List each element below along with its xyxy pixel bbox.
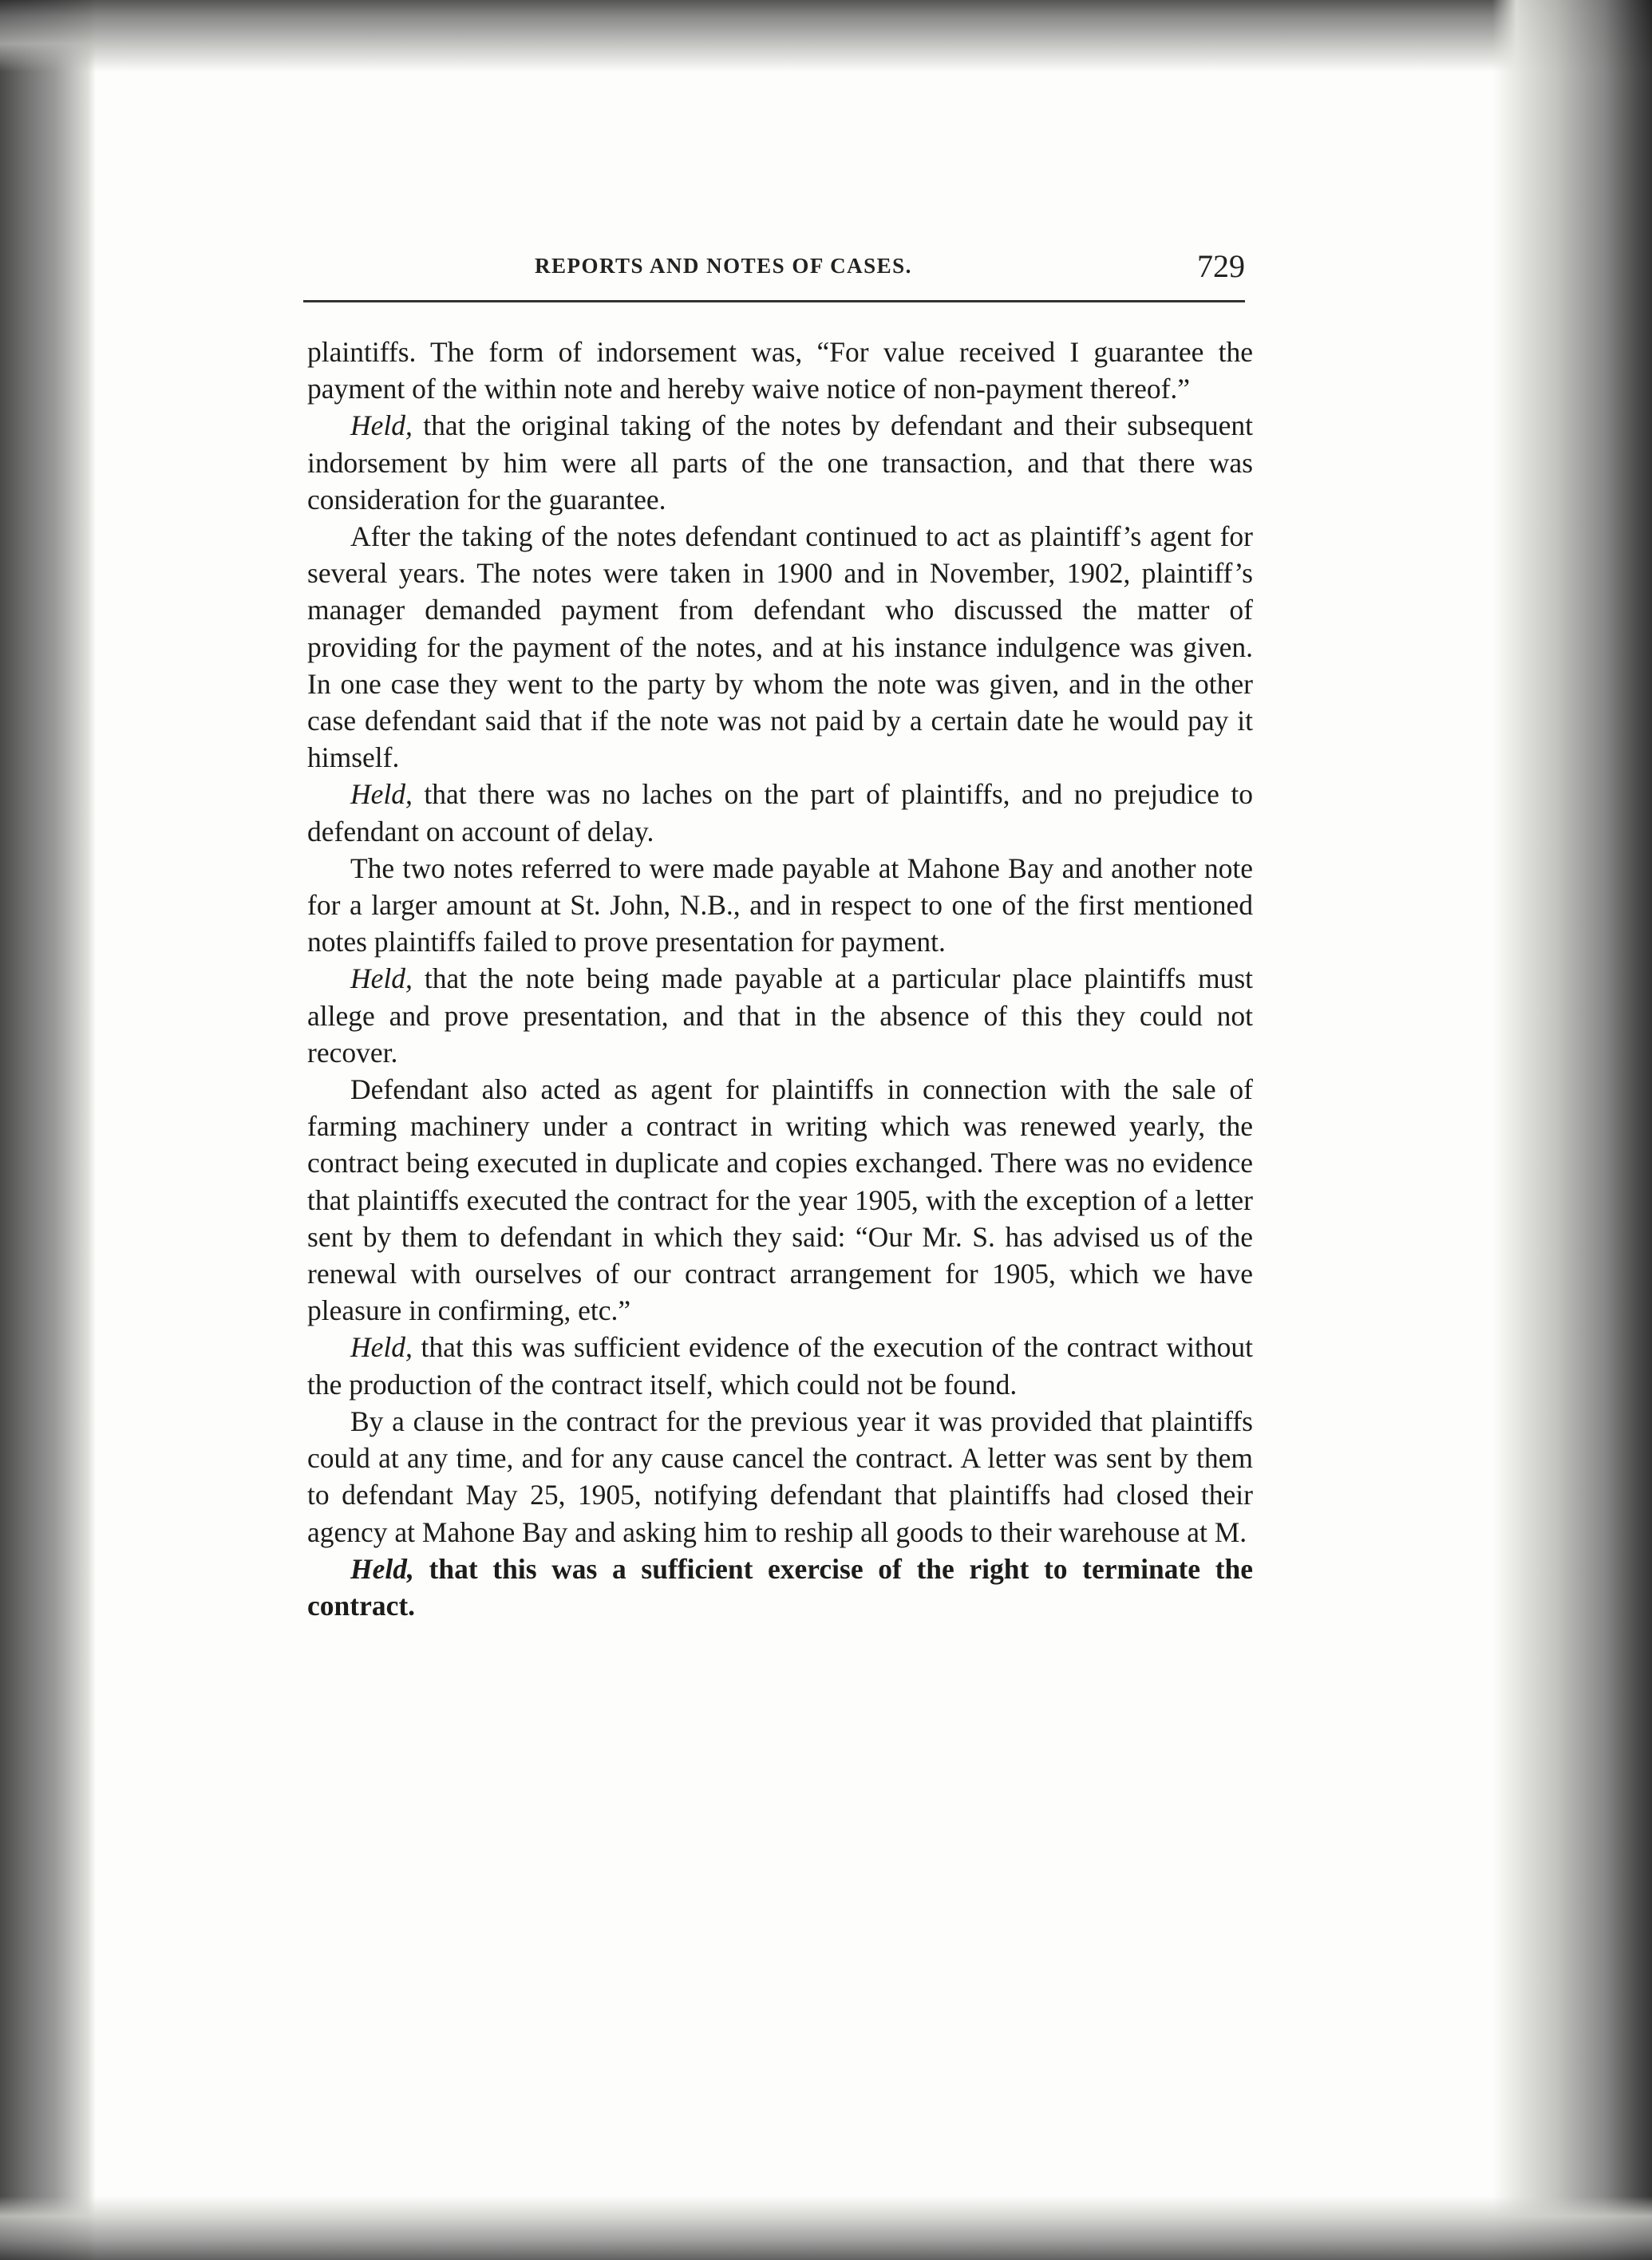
paragraph-text: that the original taking of the notes by defendant and their subsequent indorsement by him were all parts of the one transaction, and that there was consideration for the guarantee. bbox=[307, 409, 1253, 516]
scan-edge-bottom bbox=[0, 2196, 1652, 2260]
scan-edge-top bbox=[0, 0, 1652, 72]
paragraph bbox=[307, 1071, 1253, 1329]
paragraph-held bbox=[307, 407, 1253, 518]
held-lead: Held, bbox=[350, 409, 413, 442]
body-text bbox=[307, 334, 1253, 1624]
held-lead: Held, bbox=[350, 778, 413, 811]
paragraph bbox=[307, 518, 1253, 776]
running-head bbox=[303, 248, 1245, 298]
held-lead: Held, bbox=[350, 962, 413, 995]
scan-edge-right bbox=[1492, 0, 1652, 2260]
paragraph-text: The two notes referred to were made payable at Mahone Bay and another note for a larger amount at St. John, N.B., and in respect to one of the first mentioned notes plaintiffs failed to prove presentation for payment. bbox=[307, 851, 1253, 958]
paragraph-held bbox=[307, 1551, 1253, 1624]
running-title: REPORTS AND NOTES OF CASES. bbox=[535, 254, 912, 278]
paragraph-text: By a clause in the contract for the previous year it was provided that plaintiffs could at any time, and for any cause cancel the contract. A letter was sent by them to defendant May 25, 1905, notifying defendant that plaintiffs had closed their agency at Mahone Bay and asking him to reship all goods to their warehouse at M. bbox=[307, 1405, 1253, 1548]
paragraph-text: Defendant also acted as agent for plaintiffs in connection with the sale of farming machinery under a contract in writing which was renewed yearly, the contract being executed in duplicate and copies exchanged. There was no evidence that plaintiffs executed the contract for the year 1905, with the exception of a letter sent by them to defendant in which they said: “Our Mr. S. has advised us of the renewal with ourselves of our contract arrangement for 1905, which we have pleasure in confirming, etc.” bbox=[307, 1073, 1253, 1327]
paragraph-text: that there was no laches on the part of plaintiffs, and no prejudice to defendant on account of delay. bbox=[307, 778, 1253, 847]
held-lead: Held, bbox=[350, 1331, 413, 1364]
paragraph-held bbox=[307, 1329, 1253, 1402]
paragraph-text: that this was a sufficient exercise of the right to terminate the contract. bbox=[307, 1552, 1253, 1622]
header-rule bbox=[303, 300, 1245, 302]
paragraph-text: that the note being made payable at a particular place plaintiffs must allege and prove presentation, and that in the absence of this they could not recover. bbox=[307, 962, 1253, 1069]
paragraph-text: After the taking of the notes defendant continued to act as plaintiff’s agent for several years. The notes were taken in 1900 and in November, 1902, plaintiff’s manager demanded payment from defendant who discussed the matter of providing for the payment of the notes, and at his instance indulgence was given. In one case they went to the party by whom the note was given, and in the other case defendant said that if the note was not paid by a certain date he would pay it himself. bbox=[307, 520, 1253, 774]
paragraph bbox=[307, 850, 1253, 961]
paragraph-held bbox=[307, 960, 1253, 1071]
held-lead: Held, bbox=[350, 1552, 414, 1585]
paragraph-held bbox=[307, 776, 1253, 849]
paragraph bbox=[307, 334, 1253, 407]
page-number: 729 bbox=[1197, 248, 1245, 284]
paragraph-text: plaintiffs. The form of indorsement was, “For value received I guarantee the payment of the within note and hereby waive notice of non-payment thereof.” bbox=[307, 336, 1253, 405]
paragraph bbox=[307, 1403, 1253, 1551]
paragraph-text: that this was sufficient evidence of the execution of the contract without the production of the contract itself, which could not be found. bbox=[307, 1331, 1253, 1401]
binding-shadow-left bbox=[0, 0, 96, 2260]
